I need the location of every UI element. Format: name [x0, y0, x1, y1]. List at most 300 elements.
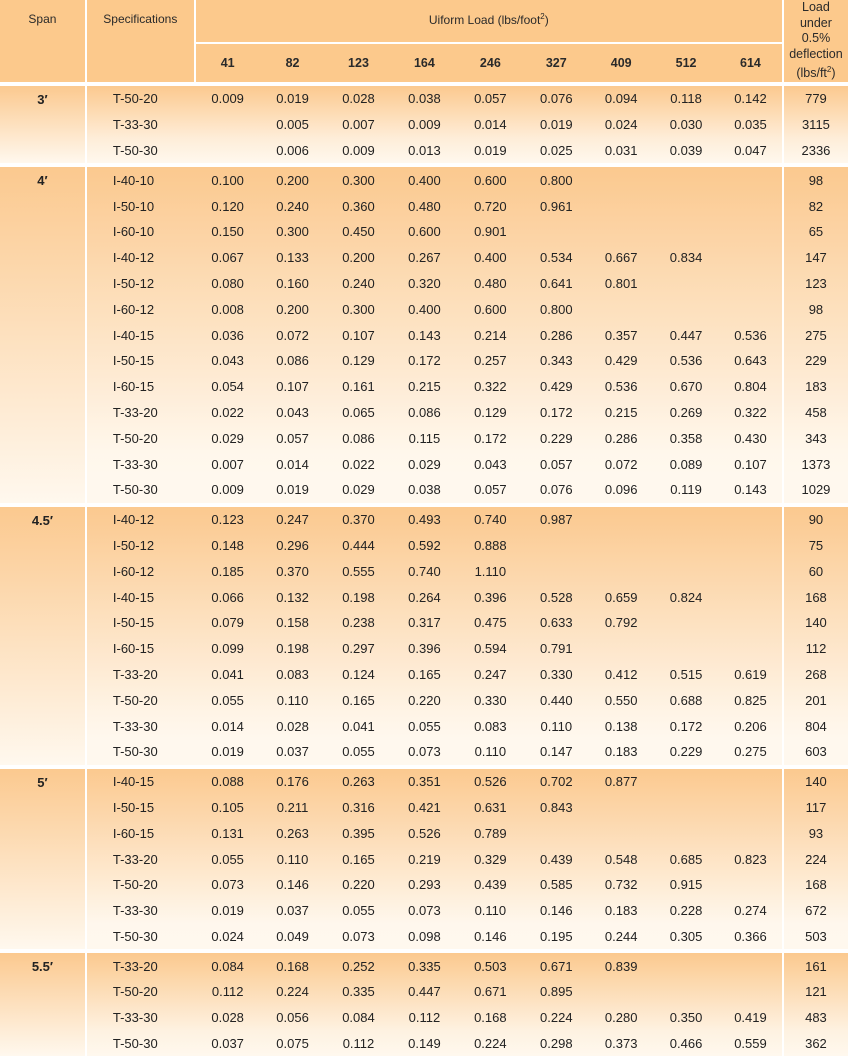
deflection-value-cell: 0.086: [260, 348, 326, 374]
deflection-value-cell: 0.073: [326, 924, 392, 950]
deflection-value-cell: [653, 820, 719, 846]
specification-cell: I-60-12: [87, 558, 196, 584]
deflection-value-cell: [653, 558, 719, 584]
load-header-409: 409: [589, 44, 653, 82]
specification-cell: T-33-20: [87, 662, 196, 688]
deflection-value-cell: 0.296: [260, 533, 326, 559]
deflection-value-cell: 0.247: [457, 662, 523, 688]
table-row: [0, 348, 848, 374]
deflection-value-cell: [719, 193, 782, 219]
deflection-value-cell: 0.076: [523, 86, 589, 112]
specification-cell: T-50-20: [87, 425, 196, 451]
deflection-line-3: 0.5%: [801, 31, 831, 45]
table-row: [0, 425, 848, 451]
span-group: [0, 86, 848, 163]
deflection-value-cell: [653, 979, 719, 1005]
deflection-value-cell: 0.149: [391, 1031, 457, 1056]
deflection-value-cell: 0.138: [589, 713, 653, 739]
deflection-value-cell: 0.444: [326, 533, 392, 559]
deflection-value-cell: 0.146: [260, 872, 326, 898]
deflection-value-cell: [653, 610, 719, 636]
deflection-value-cell: 0.067: [196, 245, 260, 271]
deflection-value-cell: 0.800: [523, 167, 589, 193]
max-load-cell: 201: [782, 687, 848, 713]
deflection-value-cell: [653, 167, 719, 193]
deflection-value-cell: 0.688: [653, 687, 719, 713]
deflection-value-cell: 0.055: [196, 687, 260, 713]
table-row: [0, 795, 848, 821]
max-load-cell: 98: [782, 296, 848, 322]
deflection-value-cell: 0.198: [260, 636, 326, 662]
deflection-value-cell: [196, 138, 260, 164]
span-group: [0, 507, 848, 765]
max-load-cell: 268: [782, 662, 848, 688]
specification-cell: T-50-30: [87, 924, 196, 950]
deflection-value-cell: [719, 533, 782, 559]
max-load-cell: 804: [782, 713, 848, 739]
deflection-value-cell: 0.789: [457, 820, 523, 846]
span-group: [0, 769, 848, 950]
deflection-value-cell: 0.014: [196, 713, 260, 739]
deflection-value-cell: 0.086: [391, 400, 457, 426]
deflection-value-cell: 0.895: [523, 979, 589, 1005]
specification-cell: I-40-15: [87, 769, 196, 795]
deflection-value-cell: 0.450: [326, 219, 392, 245]
table-row: [0, 533, 848, 559]
deflection-value-cell: [196, 112, 260, 138]
deflection-value-cell: 0.073: [391, 898, 457, 924]
deflection-value-cell: 0.247: [260, 507, 326, 533]
deflection-value-cell: [653, 193, 719, 219]
deflection-value-cell: 0.274: [719, 898, 782, 924]
deflection-value-cell: 0.013: [391, 138, 457, 164]
max-load-cell: 458: [782, 400, 848, 426]
deflection-value-cell: 0.280: [589, 1005, 653, 1031]
deflection-value-cell: 0.019: [457, 138, 523, 164]
deflection-value-cell: 0.264: [391, 584, 457, 610]
deflection-value-cell: [523, 533, 589, 559]
deflection-value-cell: 0.080: [196, 271, 260, 297]
deflection-value-cell: 0.057: [457, 477, 523, 503]
span-value: 5.5′: [0, 953, 87, 1056]
deflection-value-cell: 0.073: [196, 872, 260, 898]
specification-cell: T-33-30: [87, 898, 196, 924]
deflection-value-cell: 0.360: [326, 193, 392, 219]
deflection-value-cell: 0.110: [457, 898, 523, 924]
deflection-value-cell: 0.600: [457, 167, 523, 193]
max-load-cell: 75: [782, 533, 848, 559]
deflection-value-cell: 0.055: [391, 713, 457, 739]
max-load-cell: 779: [782, 86, 848, 112]
deflection-line-1: Load: [802, 0, 830, 14]
max-load-cell: 112: [782, 636, 848, 662]
deflection-value-cell: 0.129: [326, 348, 392, 374]
deflection-value-cell: 0.480: [391, 193, 457, 219]
deflection-value-cell: 0.215: [391, 374, 457, 400]
load-header-123: 123: [326, 44, 392, 82]
deflection-value-cell: 0.528: [523, 584, 589, 610]
specification-cell: I-60-10: [87, 219, 196, 245]
deflection-value-cell: 0.072: [589, 451, 653, 477]
deflection-value-cell: 0.124: [326, 662, 392, 688]
max-load-cell: 168: [782, 584, 848, 610]
deflection-value-cell: 0.619: [719, 662, 782, 688]
deflection-value-cell: [653, 219, 719, 245]
deflection-value-cell: [719, 979, 782, 1005]
deflection-value-cell: 0.286: [523, 322, 589, 348]
load-header-41: 41: [196, 44, 260, 82]
deflection-value-cell: 0.351: [391, 769, 457, 795]
specification-cell: T-50-30: [87, 1031, 196, 1056]
deflection-value-cell: 0.158: [260, 610, 326, 636]
deflection-value-cell: 0.215: [589, 400, 653, 426]
span-header: Span: [0, 0, 87, 82]
deflection-value-cell: 0.300: [260, 219, 326, 245]
deflection-value-cell: 0.025: [523, 138, 589, 164]
deflection-value-cell: 0.094: [589, 86, 653, 112]
deflection-value-cell: 0.072: [260, 322, 326, 348]
deflection-value-cell: 0.079: [196, 610, 260, 636]
deflection-value-cell: 0.987: [523, 507, 589, 533]
deflection-value-cell: 0.659: [589, 584, 653, 610]
deflection-value-cell: 0.732: [589, 872, 653, 898]
load-header-327: 327: [523, 44, 589, 82]
deflection-value-cell: [589, 820, 653, 846]
specification-cell: T-33-30: [87, 1005, 196, 1031]
deflection-value-cell: 0.447: [653, 322, 719, 348]
table-row: [0, 662, 848, 688]
specification-cell: I-40-15: [87, 584, 196, 610]
deflection-value-cell: [589, 219, 653, 245]
deflection-value-cell: 0.275: [719, 739, 782, 765]
deflection-value-cell: [523, 558, 589, 584]
deflection-value-cell: 0.037: [260, 898, 326, 924]
max-load-cell: 140: [782, 610, 848, 636]
deflection-value-cell: 0.005: [260, 112, 326, 138]
deflection-value-cell: 0.019: [196, 739, 260, 765]
deflection-value-cell: [719, 245, 782, 271]
deflection-value-cell: 0.263: [260, 820, 326, 846]
deflection-value-cell: 0.515: [653, 662, 719, 688]
deflection-value-cell: 0.396: [391, 636, 457, 662]
deflection-value-cell: 0.219: [391, 846, 457, 872]
deflection-value-cell: 0.014: [260, 451, 326, 477]
deflection-value-cell: 0.019: [523, 112, 589, 138]
deflection-value-cell: 0.439: [457, 872, 523, 898]
deflection-value-cell: 0.370: [326, 507, 392, 533]
deflection-value-cell: [653, 507, 719, 533]
deflection-value-cell: 0.550: [589, 687, 653, 713]
specification-cell: I-60-15: [87, 636, 196, 662]
deflection-value-cell: 0.142: [719, 86, 782, 112]
deflection-value-cell: 0.195: [523, 924, 589, 950]
deflection-value-cell: 0.118: [653, 86, 719, 112]
deflection-value-cell: [589, 795, 653, 821]
deflection-value-cell: 0.357: [589, 322, 653, 348]
deflection-value-cell: 0.670: [653, 374, 719, 400]
deflection-value-cell: 0.224: [260, 979, 326, 1005]
deflection-value-cell: 0.238: [326, 610, 392, 636]
deflection-value-cell: 0.843: [523, 795, 589, 821]
deflection-value-cell: 0.039: [653, 138, 719, 164]
deflection-value-cell: 0.240: [260, 193, 326, 219]
deflection-value-cell: 0.298: [523, 1031, 589, 1056]
deflection-value-cell: 0.429: [589, 348, 653, 374]
deflection-value-cell: 0.065: [326, 400, 392, 426]
deflection-value-cell: 0.685: [653, 846, 719, 872]
deflection-value-cell: [523, 219, 589, 245]
deflection-value-cell: 0.143: [391, 322, 457, 348]
max-load-cell: 98: [782, 167, 848, 193]
deflection-value-cell: 0.526: [391, 820, 457, 846]
max-load-cell: 603: [782, 739, 848, 765]
deflection-value-cell: 0.043: [457, 451, 523, 477]
deflection-value-cell: 0.229: [523, 425, 589, 451]
deflection-value-cell: 0.305: [653, 924, 719, 950]
deflection-value-cell: 0.057: [457, 86, 523, 112]
deflection-value-cell: [653, 953, 719, 979]
deflection-value-cell: [719, 219, 782, 245]
deflection-value-cell: 0.030: [653, 112, 719, 138]
deflection-value-cell: [653, 533, 719, 559]
deflection-value-cell: 0.183: [589, 739, 653, 765]
deflection-value-cell: 0.022: [196, 400, 260, 426]
specification-cell: I-60-15: [87, 820, 196, 846]
deflection-value-cell: 0.536: [719, 322, 782, 348]
deflection-value-cell: 0.150: [196, 219, 260, 245]
deflection-value-cell: 0.740: [391, 558, 457, 584]
deflection-unit-post: ): [831, 66, 836, 81]
deflection-value-cell: 0.083: [457, 713, 523, 739]
table-row: [0, 507, 848, 533]
deflection-value-cell: 0.421: [391, 795, 457, 821]
deflection-value-cell: [719, 636, 782, 662]
deflection-value-cell: 0.594: [457, 636, 523, 662]
deflection-line-4: deflection: [789, 46, 843, 61]
specification-cell: T-50-30: [87, 739, 196, 765]
deflection-value-cell: 0.720: [457, 193, 523, 219]
deflection-value-cell: 0.036: [196, 322, 260, 348]
specification-cell: I-40-10: [87, 167, 196, 193]
deflection-value-cell: 0.888: [457, 533, 523, 559]
deflection-value-cell: 0.028: [260, 713, 326, 739]
load-header-82: 82: [260, 44, 326, 82]
table-row: [0, 687, 848, 713]
deflection-value-cell: 0.007: [196, 451, 260, 477]
table-row: [0, 739, 848, 765]
deflection-value-cell: 0.297: [326, 636, 392, 662]
max-load-cell: 123: [782, 271, 848, 297]
deflection-value-cell: 0.165: [391, 662, 457, 688]
deflection-value-cell: 0.146: [523, 898, 589, 924]
table-row: [0, 979, 848, 1005]
deflection-value-cell: [589, 507, 653, 533]
deflection-value-cell: 0.343: [523, 348, 589, 374]
deflection-value-cell: 0.320: [391, 271, 457, 297]
deflection-value-cell: 0.228: [653, 898, 719, 924]
deflection-value-cell: 0.019: [260, 86, 326, 112]
deflection-value-cell: 0.019: [260, 477, 326, 503]
table-row: [0, 872, 848, 898]
deflection-value-cell: 0.107: [719, 451, 782, 477]
deflection-value-cell: 0.322: [719, 400, 782, 426]
deflection-value-cell: 0.055: [326, 739, 392, 765]
deflection-value-cell: 0.055: [196, 846, 260, 872]
deflection-value-cell: [653, 296, 719, 322]
table-row: [0, 219, 848, 245]
deflection-value-cell: 0.014: [457, 112, 523, 138]
specification-cell: T-50-20: [87, 979, 196, 1005]
load-header-614: 614: [719, 44, 782, 82]
deflection-value-cell: 0.019: [196, 898, 260, 924]
deflection-value-cell: 0.585: [523, 872, 589, 898]
deflection-value-cell: [653, 271, 719, 297]
deflection-header: [782, 0, 848, 82]
max-load-cell: 65: [782, 219, 848, 245]
deflection-value-cell: 0.214: [457, 322, 523, 348]
deflection-value-cell: 0.901: [457, 219, 523, 245]
deflection-value-cell: 0.317: [391, 610, 457, 636]
deflection-value-cell: 0.440: [523, 687, 589, 713]
deflection-value-cell: 0.024: [589, 112, 653, 138]
deflection-value-cell: 0.220: [391, 687, 457, 713]
deflection-value-cell: 0.801: [589, 271, 653, 297]
span-value: 5′: [0, 769, 87, 950]
deflection-value-cell: 0.185: [196, 558, 260, 584]
deflection-value-cell: 0.429: [523, 374, 589, 400]
specification-cell: I-40-12: [87, 245, 196, 271]
deflection-value-cell: 0.536: [653, 348, 719, 374]
deflection-value-cell: 0.086: [326, 425, 392, 451]
deflection-value-cell: 0.009: [326, 138, 392, 164]
deflection-value-cell: [589, 533, 653, 559]
deflection-value-cell: 0.200: [260, 167, 326, 193]
deflection-value-cell: 1.110: [457, 558, 523, 584]
specification-cell: I-50-12: [87, 533, 196, 559]
deflection-value-cell: 0.084: [196, 953, 260, 979]
deflection-value-cell: 0.057: [523, 451, 589, 477]
deflection-value-cell: 0.028: [326, 86, 392, 112]
deflection-line-2: under: [799, 15, 832, 30]
deflection-value-cell: 0.172: [523, 400, 589, 426]
deflection-value-cell: 0.643: [719, 348, 782, 374]
max-load-cell: 161: [782, 953, 848, 979]
table-row: [0, 610, 848, 636]
deflection-value-cell: 0.439: [523, 846, 589, 872]
deflection-value-cell: 0.300: [326, 167, 392, 193]
deflection-value-cell: [653, 636, 719, 662]
deflection-value-cell: 0.671: [523, 953, 589, 979]
deflection-value-cell: [719, 872, 782, 898]
max-load-cell: 183: [782, 374, 848, 400]
deflection-value-cell: 0.105: [196, 795, 260, 821]
deflection-value-cell: 0.132: [260, 584, 326, 610]
specification-cell: I-40-15: [87, 322, 196, 348]
table-row: [0, 769, 848, 795]
deflection-value-cell: 0.740: [457, 507, 523, 533]
deflection-value-cell: 0.110: [260, 687, 326, 713]
specification-cell: I-50-15: [87, 348, 196, 374]
deflection-value-cell: [523, 820, 589, 846]
deflection-value-cell: 0.600: [391, 219, 457, 245]
deflection-value-cell: [719, 820, 782, 846]
max-load-cell: 121: [782, 979, 848, 1005]
deflection-value-cell: 0.559: [719, 1031, 782, 1056]
deflection-value-cell: 0.834: [653, 245, 719, 271]
deflection-value-cell: 0.600: [457, 296, 523, 322]
deflection-value-cell: [589, 558, 653, 584]
deflection-value-cell: 0.160: [260, 271, 326, 297]
table-row: [0, 400, 848, 426]
deflection-value-cell: 0.633: [523, 610, 589, 636]
deflection-value-cell: 0.224: [523, 1005, 589, 1031]
specification-cell: I-40-12: [87, 507, 196, 533]
deflection-value-cell: 0.322: [457, 374, 523, 400]
deflection-unit-sup: 2: [826, 65, 832, 74]
deflection-value-cell: 0.229: [653, 739, 719, 765]
deflection-value-cell: 0.475: [457, 610, 523, 636]
deflection-value-cell: 0.161: [326, 374, 392, 400]
deflection-value-cell: 0.088: [196, 769, 260, 795]
deflection-value-cell: 0.198: [326, 584, 392, 610]
table-row: [0, 296, 848, 322]
deflection-value-cell: 0.839: [589, 953, 653, 979]
deflection-value-cell: 0.143: [719, 477, 782, 503]
deflection-value-cell: 0.168: [260, 953, 326, 979]
deflection-value-cell: 0.172: [653, 713, 719, 739]
specification-cell: T-50-20: [87, 687, 196, 713]
deflection-value-cell: 0.073: [391, 739, 457, 765]
deflection-value-cell: 0.493: [391, 507, 457, 533]
deflection-value-cell: [589, 979, 653, 1005]
deflection-value-cell: 0.037: [196, 1031, 260, 1056]
deflection-value-cell: 0.083: [260, 662, 326, 688]
deflection-value-cell: 0.330: [523, 662, 589, 688]
table-row: [0, 193, 848, 219]
table-row: [0, 558, 848, 584]
deflection-value-cell: 0.006: [260, 138, 326, 164]
deflection-value-cell: 0.057: [260, 425, 326, 451]
max-load-cell: 60: [782, 558, 848, 584]
deflection-value-cell: 0.395: [326, 820, 392, 846]
deflection-value-cell: 0.824: [653, 584, 719, 610]
deflection-value-cell: 0.366: [719, 924, 782, 950]
table-row: [0, 820, 848, 846]
specification-cell: I-50-15: [87, 795, 196, 821]
specification-cell: I-60-12: [87, 296, 196, 322]
deflection-unit: [784, 62, 848, 82]
max-load-cell: 275: [782, 322, 848, 348]
deflection-value-cell: 0.224: [457, 1031, 523, 1056]
deflection-value-cell: [653, 795, 719, 821]
deflection-value-cell: 0.792: [589, 610, 653, 636]
deflection-value-cell: 0.548: [589, 846, 653, 872]
deflection-value-cell: 0.631: [457, 795, 523, 821]
specification-cell: I-50-15: [87, 610, 196, 636]
deflection-value-cell: 0.009: [196, 86, 260, 112]
deflection-value-cell: 0.035: [719, 112, 782, 138]
table-row: [0, 924, 848, 950]
table-row: [0, 846, 848, 872]
deflection-value-cell: 0.293: [391, 872, 457, 898]
deflection-value-cell: 0.054: [196, 374, 260, 400]
table-header: [0, 0, 848, 82]
deflection-value-cell: 0.110: [523, 713, 589, 739]
deflection-value-cell: 0.084: [326, 1005, 392, 1031]
uniform-load-header: [196, 0, 782, 44]
deflection-value-cell: [719, 167, 782, 193]
deflection-value-cell: 0.825: [719, 687, 782, 713]
